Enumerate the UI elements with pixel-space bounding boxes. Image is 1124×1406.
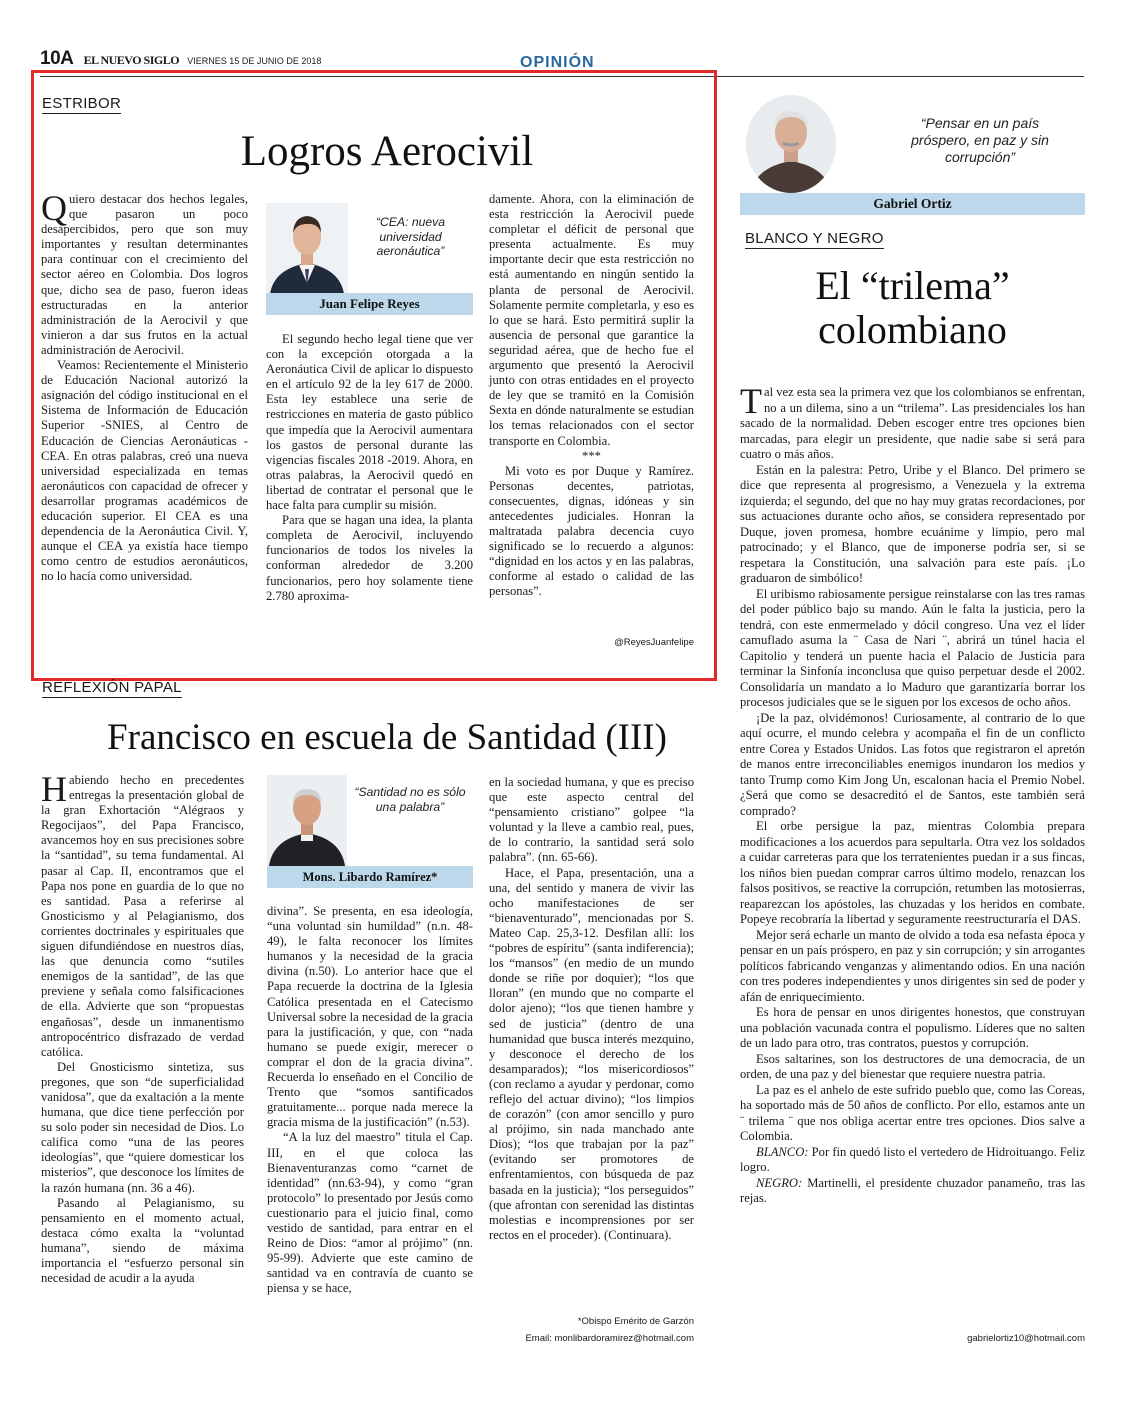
trilema-paragraph: El orbe persigue la paz, mientras Colombia prepara modificaciones a los acuerdos para sepultarla. Otra vez los soldados a cuidar carreteras para que los terratenientes puedan ir a sus fincas, los niños bien puedan comprar carros último modelo, renazcan los falsos positivos, se reactive la corrupción, retumben las motosierras, reaparezcan los apóstoles, las chuzadas y los heridos en combate. Popeye recobraría la libertad y seguramente reestructuraría el DAS. bbox=[740, 819, 1085, 926]
trilema-section-label: BLANCO Y NEGRO bbox=[745, 230, 884, 247]
estribor-column-3 bbox=[489, 192, 694, 600]
papal-column-3 bbox=[489, 775, 694, 1243]
papal-dropcap: H bbox=[41, 769, 67, 809]
trilema-blanco: BLANCO: Por fin quedó listo el vertedero de Hidroituango. Feliz logro. bbox=[740, 1144, 1085, 1174]
papal-author-box bbox=[267, 775, 473, 888]
papal-column-1 bbox=[41, 769, 244, 1286]
issue-date: VIERNES 15 DE JUNIO DE 2018 bbox=[187, 56, 322, 66]
papal-paragraph: Pasando al Pelagianismo, su pensamiento en el momento actual, destaca cómo exalta la “voluntad humana”, siendo de máxima importancia el “esfuerzo personal sin necesidad de acudir a la ayuda bbox=[41, 1195, 244, 1286]
papal-section-label: REFLEXIÓN PAPAL bbox=[42, 679, 182, 696]
estribor-headline: Logros Aerocivil bbox=[240, 128, 534, 175]
estribor-separator: *** bbox=[582, 448, 601, 463]
page-number: 10A bbox=[40, 48, 74, 69]
trilema-paragraph: ¡De la paz, olvidémonos! Curiosamente, al contrario de lo que aquí ocurre, el mundo celebra y acompaña el fin de un conflicto entre Corea y Estados Unidos. Las fotos que registraron el apretón de manos entre irreconciliables enemigos inundaron los medios y tanto Trump como Kim Jong Un, escalonan hacia el Premio Nobel. ¿Será que como se desacreditó el de Santos, este también será comprado? bbox=[740, 710, 1085, 818]
estribor-author-name: Juan Felipe Reyes bbox=[266, 293, 473, 315]
author-photo-gabriel-ortiz bbox=[746, 95, 836, 193]
trilema-paragraph: Mejor será echarle un manto de olvido a toda esa nefasta época y pensar en un país próspero, en paz y sin corrupción; y sin arrogantes políticos fabricando venganzas y alimentando odios. En una nación con tres poderes independientes y unos dirigentes sin sed de poder y afán de enriquecimiento. bbox=[740, 927, 1085, 1004]
papal-column-2 bbox=[267, 904, 473, 1296]
estribor-signature: @ReyesJuanfelipe bbox=[614, 637, 694, 648]
papal-paragraph: Habiendo hecho en precedentes entregas la presentación global de la gran Exhortación “Alégraos y Regocijaos”, del Papa Francisco, avancemos hoy en sus precisiones sobre la “santidad”, su tema fundamental. Al pasar al Cap. II, encontramos que el Papa nos pone en guardia de lo que no es santidad. Pasa a referirse al Gnosticismo y al Pelagianismo, dos corrientes doctrinales y espirituales que siguen difundiéndose en nuestros días, las que denuncia como “sutiles enemigos de la santidad”, de las que previene y señala como falsificaciones de ella. Advierte que son “propuestas engañosas”, desde un inmanentismo antropocéntrico disfrazado de verdad católica. bbox=[41, 769, 244, 1059]
trilema-author-name: Gabriel Ortiz bbox=[740, 193, 1085, 215]
papal-author-name: Mons. Libardo Ramírez* bbox=[267, 866, 473, 888]
trilema-paragraph: Tal vez esta sea la primera vez que los colombianos se enfrentan, no a un dilema, sino a un “trilema”. Las presidenciales los han sacado de la normalidad. Deben escoger entre tres opciones bien marcadas, para elegir un presidente, que nadie sabe si será para cuatro o más años. bbox=[740, 381, 1086, 461]
trilema-column bbox=[740, 381, 1086, 1207]
estribor-column-1 bbox=[41, 188, 248, 584]
papal-paragraph: Hace, el Papa, presentación, una a una, del sentido y manera de vivir las ocho manifestaciones de ser “bienaventurado”, mencionadas por S. Mateo Cap. 25,3-12. Desfilan allí: los “pobres de espíritu” (santa indiferencia); los “mansos” (en medio de un mundo donde se riñe por doquier); “los que lloran” (en mundo que no comparte el dolor ajeno); “los que tienen hambre y sed de justicia” (dentro de una humanidad que busca interés mezquino, y desconoce el derecho de los desamparados); “los misericordiosos” (con reclamo a ayudar y perdonar, como reflejo del actuar divino); “los limpios de corazón” (con amor sencillo y puro al prójimo, sin nada manchado ante Dios); “los que trabajan por la paz” (evitando ser promotores de enfrentamientos, con búsqueda de paz basada en la justicia); “los perseguidos” (que afrontan con serenidad las distintas molestias e incomprensiones por ser rectos en el proceder). (Continuara). bbox=[489, 865, 694, 1242]
trilema-headline bbox=[740, 264, 1085, 352]
trilema-author-box bbox=[740, 95, 1085, 215]
estribor-dropcap: Q bbox=[41, 188, 67, 228]
blanco-label: BLANCO: bbox=[756, 1144, 809, 1159]
estribor-paragraph: Quiero destacar dos hechos legales, que pasaron un poco desapercibidos, pero que son muy importantes y resultan determinantes para continuar con el crecimiento del sector aéreo en Colombia. Dos logros que, dicho sea de paso, fueron ideas estructuradas en la anterior administración de la Aerocivil y que vinieron a dar sus frutos en la actual administración de Aerocivil. bbox=[41, 188, 248, 357]
trilema-signature: gabrielortiz10@hotmail.com bbox=[967, 1333, 1085, 1344]
papal-footnote: *Obispo Emérito de Garzón bbox=[577, 1316, 694, 1327]
papal-paragraph: divina”. Se presenta, en esa ideología, “una voluntad sin humildad” (n.n. 48-49), le falta reconocer los límites humanos y la necesidad de la gracia divina (n.50). Lo anterior hace que el Papa recuerde la doctrina de la Iglesia Católica presentada en el Catecismo Universal sobre la necesidad de la gracia para la justificación, y que, con “nada humano se puede exigir, merecer o comprar el don de la gracia divina”. Recuerda lo enseñado en el Concilio de Trento que “somos santificados gratuitamente... porque nada merece la gracia misma de la justificación” (n.53). bbox=[267, 904, 473, 1130]
trilema-negro: NEGRO: Martinelli, el presidente chuzador panameño, tras las rejas. bbox=[740, 1175, 1085, 1205]
estribor-paragraph: Para que se hagan una idea, la planta completa de Aerocivil, incluyendo funcionarios de todos los niveles la conforman alrededor de 3.200 funcionarios, pero hoy solamente tiene 2.780 aproxima- bbox=[266, 513, 473, 603]
trilema-headline-line-1: El “trilema” bbox=[815, 263, 1010, 308]
estribor-paragraph: Mi voto es por Duque y Ramírez. Personas decentes, patriotas, consecuentes, dignas, idóneas y sin antecedentes judiciales. Honran la maltratada palabra decencia cuyo significado se lo recuerdo a algunos: “dignidad en los actos y en las palabras, conforme al estado o calidad de las personas”. bbox=[489, 463, 694, 599]
trilema-headline-line-2: colombiano bbox=[818, 307, 1007, 352]
papal-paragraph: “A la luz del maestro” titula el Cap. III, en el que coloca las Bienaventuranzas como “carnet de identidad” (nn.63-94), y como “gran protocolo” lo presentado por Jesús como cuestionario para el juicio final, como vestido de santidad, para entrar en el Reino de Dios: “amor al prójimo” (nn. 95-99). Advierte que este camino de santidad va en contravía de cuanto se piensa y se hace, bbox=[267, 1130, 473, 1296]
trilema-paragraph: Esos saltarines, son los destructores de una democracia, de un orden, de una paz y del bienestar que requiere nuestra patria. bbox=[740, 1051, 1085, 1081]
papal-signature: Email: monlibardoramirez@hotmail.com bbox=[525, 1333, 694, 1344]
section-title: OPINIÓN bbox=[520, 54, 595, 71]
estribor-paragraph: damente. Ahora, con la eliminación de esta restricción la Aerocivil puede completar el déficit de personal que presenta actualmente. Es muy importante decir que esta restricción no está aumentando en ningún sentido la planta de personal de Aerocivil. Solamente permite completarla, y eso es lo que se hará. Esto permitirá suplir la ausencia de personal que garantice la seguridad aérea, que de hecho fue el argumento que presentó la Aerocivil junto con otras entidades en el proyecto de ley que se tramitó en la Comisión Sexta en dónde naturalmente se estudian los temas relacionados con el sector transporte en Colombia. bbox=[489, 192, 694, 448]
estribor-column-2 bbox=[266, 332, 473, 604]
negro-label: NEGRO: bbox=[756, 1175, 803, 1190]
estribor-section-label: ESTRIBOR bbox=[42, 95, 122, 112]
trilema-dropcap: T bbox=[740, 381, 762, 421]
trilema-author-quote: “Pensar en un país próspero, en paz y sin corrupción” bbox=[911, 115, 1049, 165]
estribor-author-box bbox=[266, 203, 473, 315]
estribor-author-quote: “CEA: nueva universidad aeronáutica” bbox=[375, 215, 446, 258]
trilema-paragraph: El uribismo rabiosamente persigue reinstalarse con las tres ramas del poder público bajo su mando. Aún le falta la justicia, pero la tendrá, con este enmermelado y dócil congreso. Una vez el líder camuflado asuma la ¨ Casa de Nari ¨, abrirá un túnel hacia el Capitolio y tenderá un puente hacia el Palacio de Justicia para terminar la Sinfonía inconclusa que quiso perpetuar desde el 2002. Consolidaría un mandato a lo Maduro que garantizaría borrar los procesos judiciales que se le siguen por los excesos de ocho años. bbox=[740, 586, 1085, 709]
author-photo-libardo-ramirez bbox=[267, 775, 347, 866]
papal-author-quote: “Santidad no es sólo una palabra” bbox=[354, 785, 466, 814]
papal-paragraph: en la sociedad humana, y que es preciso que este aspecto central del “pensamiento cristiano” golpee “la voluntad y la lleve a cambio real, pues, de lo contrario, la santidad será solo palabra”. (nn. 65-66). bbox=[489, 775, 694, 865]
trilema-paragraph: La paz es el anhelo de este sufrido pueblo que, como las Coreas, ha soportado más de 50 años de conflicto. Por ello, estamos ante un ¨ trilema ¨ que nos obliga acertar entre tres opciones. Dios salve a Colombia. bbox=[740, 1082, 1085, 1143]
estribor-paragraph: Veamos: Recientemente el Ministerio de Educación Nacional autorizó la asignación del código institucional en el Sistema de Información de Educación Superior -SNIES, al Centro de Educación de Ciencias Aeronáuticas -CEA. En otras palabras, creó una nueva universidad especializada en temas aeronáuticos con capacidad de ofrecer y desarrollar programas académicos de educación superior. El CEA es una dependencia de la Aeronáutica Civil. Y, aunque el CEA ya existía hace tiempo como centro de estudios aeronáuticos, no lo hacía como universidad. bbox=[41, 358, 248, 584]
masthead-left bbox=[40, 48, 321, 70]
papal-paragraph: Del Gnosticismo sintetiza, sus pregones, que son “de superficialidad vanidosa”, que da exaltación a la mente humana, que dice tiene perfección por su solo poder sin necesidad de Dios. Lo califica como “una de las peores ideologías”, que “quiere domesticar los misterios”, que desconoce los límites de la razón humana (nn. 36 a 46). bbox=[41, 1059, 244, 1195]
paper-name: EL NUEVO SIGLO bbox=[83, 53, 180, 67]
trilema-paragraph: Es hora de pensar en unos dirigentes honestos, que construyan una población vacunada contra el populismo. Líderes que no salten de un lado para otro, tras contratos, puestos y corrupción. bbox=[740, 1005, 1085, 1050]
papal-headline: Francisco en escuela de Santidad (III) bbox=[107, 717, 667, 758]
author-photo-juan-felipe-reyes bbox=[266, 203, 348, 294]
trilema-paragraph: Están en la palestra: Petro, Uribe y el Blanco. Del primero se dice que representa al progresismo, a Venezuela y la extrema izquierda; el segundo, del que no hay muy gratas recordaciones, por sus actuaciones durante ocho años, se considera representado por Duque, joven promesa, hombre ecuánime y limpio, pero mal patrocinado; y el Blanco, que de imponerse podría ser, si se respetara la Constitución, una salvación para este país. ¡Lo graduaron de simbólico! bbox=[740, 462, 1085, 585]
estribor-paragraph: El segundo hecho legal tiene que ver con la excepción otorgada a la Aeronáutica Civil de aplicar lo dispuesto en el artículo 92 de la ley 617 de 2000. Esta ley establece una serie de restricciones en materia de gasto público que impedía que la Aerocivil aumentara los gastos de personal durante las vigencias fiscales 2018 -2019. Ahora, en otras palabras, la Aerocivil quedó en libertad de contratar el personal que le hace falta para cumplir su misión. bbox=[266, 332, 473, 513]
